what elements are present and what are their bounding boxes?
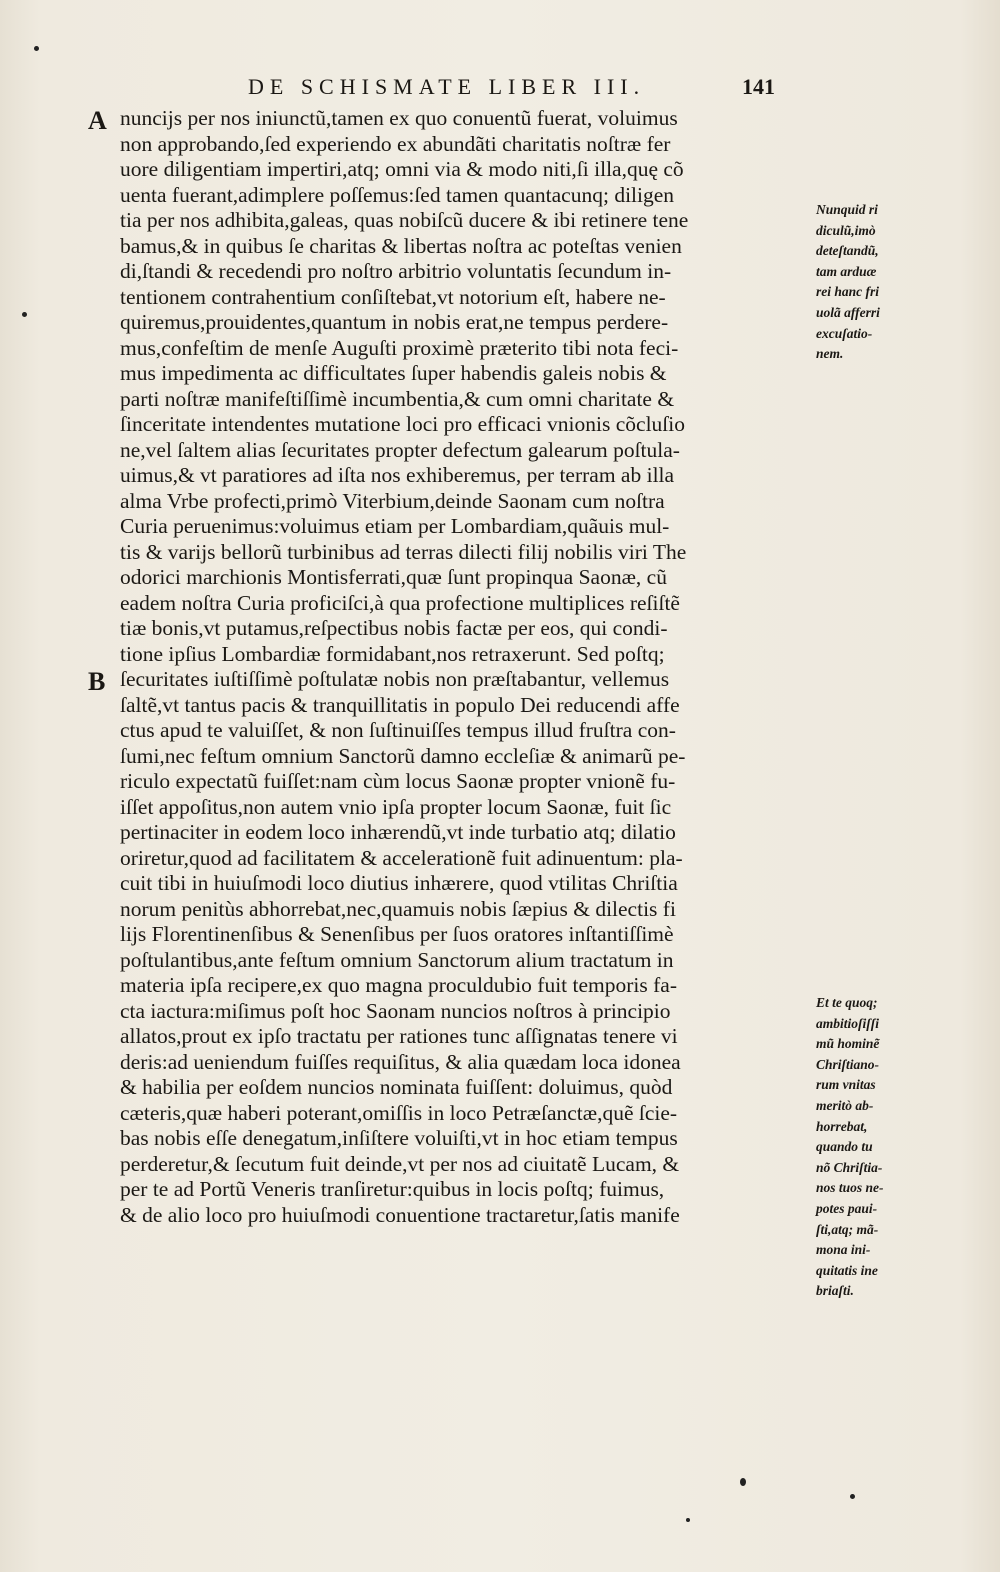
text-line: mus impedimenta ac difficultates ſuper habendis galeis nobis & — [120, 361, 667, 385]
marginal-note-line: Et te quoq; — [816, 995, 878, 1010]
running-title: DE SCHISMATE LIBER III. — [248, 74, 646, 99]
text-line: ſumi,nec feſtum omnium Sanctorũ damno eccleſiæ & animarũ pe- — [120, 743, 686, 768]
marginal-note-line: mona ini- — [816, 1242, 871, 1258]
text-line: ctus apud te valuiſſet, & non ſuſtinuiſſes tempus illud fruſtra con- — [120, 718, 676, 742]
text-line: Curia peruenimus:voluimus etiam per Lombardiam,quãuis mul- — [120, 514, 670, 538]
text-line: allatos,prout ex ipſo tractatu per rationes tunc aſſignatas tenere vi — [120, 1024, 678, 1048]
ink-speck — [740, 1478, 746, 1486]
marginal-note-line: tam arduæ — [816, 263, 877, 279]
text-line: mus,confeſtim de menſe Auguſti proximè præterito tibi nota feci- — [120, 335, 679, 360]
marginal-note-line: nem. — [816, 346, 844, 362]
main-text — [120, 106, 810, 1228]
text-line: eadem noſtra Curia proficiſci,à qua profectione multiplices reſiſtẽ — [120, 590, 680, 615]
section-marker-b: B — [88, 667, 106, 696]
text-line: cuit tibi in huiuſmodi loco diutius inhærere, quod vtilitas Chriſtia — [120, 871, 678, 895]
text-line: ſaltẽ,vt tantus pacis & tranquillitatis in populo Dei reducendi affe — [120, 692, 680, 717]
marginal-note-line: rum vnitas — [816, 1077, 876, 1093]
text-line: oriretur,quod ad facilitatem & accelerationẽ fuit adinuentum: pla- — [120, 845, 683, 870]
text-line: odorici marchionis Montisferrati,quæ ſunt propinqua Saonæ, cũ — [120, 565, 667, 589]
ink-speck — [34, 46, 39, 51]
marginal-note — [816, 200, 936, 365]
text-line: bamus,& in quibus ſe charitas & libertas noſtra ac poteſtas venien — [120, 233, 682, 258]
text-line: materia ipſa recipere,ex quo magna proculdubio fuit temporis fa- — [120, 973, 677, 997]
text-line: non approbando,ſed experiendo ex abundãti charitatis noſtræ fer — [120, 131, 671, 156]
marginal-note-line: excuſatio- — [816, 325, 873, 341]
marginal-note-line: ambitioſiſſi — [816, 1015, 879, 1031]
text-line: tiæ bonis,vt putamus,reſpectibus nobis factæ per eos, qui condi- — [120, 616, 668, 640]
text-line: & habilia per eoſdem nuncios nominata fuiſſent: doluimus, quòd — [120, 1075, 673, 1099]
marginal-note-line: Nunquid ri — [816, 202, 878, 217]
text-line: bas nobis eſſe denegatum,inſiſtere voluiſti,vt in hoc etiam tempus — [120, 1126, 678, 1150]
text-line: ſinceritate intendentes mutatione loci pro efficaci vnionis cõcluſio — [120, 412, 685, 436]
page-number: 141 — [742, 74, 775, 99]
ink-speck — [22, 312, 27, 317]
ink-speck — [686, 1518, 690, 1522]
text-line: cæteris,quæ haberi poterant,omiſſis in loco Petræſanctæ,quẽ ſcie- — [120, 1100, 678, 1125]
text-line: perderetur,& ſecutum fuit deinde,vt per nos ad ciuitatẽ Lucam, & — [120, 1151, 680, 1176]
text-line: & de alio loco pro huiuſmodi conuentione tractaretur,ſatis manife — [120, 1202, 680, 1227]
marginal-note — [816, 993, 936, 1302]
marginal-note-line: briaſti. — [816, 1283, 854, 1299]
text-line: uenta fuerant,adimplere poſſemus:ſed tamen quantacunq; diligen — [120, 182, 675, 207]
text-line: ſecuritates iuſtiſſimè poſtulatæ nobis non præſtabantur, vellemus — [120, 667, 670, 691]
marginal-note-line: quitatis ine — [816, 1262, 878, 1278]
text-line: ne,vel ſaltem alias ſecuritates propter defectum galearum poſtula- — [120, 437, 680, 462]
marginal-note-line: Chriſtiano- — [816, 1056, 880, 1072]
text-line: di,ſtandi & recedendi pro noſtro arbitrio voluntatis ſecundum in- — [120, 259, 672, 283]
marginal-note-line: ſti,atq; mã- — [816, 1221, 879, 1237]
text-line: uore diligentiam impertiri,atq; omni via & modo niti,ſi illa,quę cõ — [120, 157, 684, 181]
marginal-note-line: horrebat, — [816, 1118, 868, 1134]
marginal-note-line: deteſtandũ, — [816, 243, 879, 259]
text-line: alma Vrbe profecti,primò Viterbium,deinde Saonam cum noſtra — [120, 488, 665, 513]
marginal-note-line: quando tu — [816, 1139, 873, 1155]
text-line: pertinaciter in eodem loco inhærendũ,vt inde turbatio atq; dilatio — [120, 820, 676, 844]
marginal-note-line: nõ Chriſtia- — [816, 1159, 883, 1175]
text-line: lijs Florentinenſibus & Senenſibus per ſuos oratores inſtantiſſimè — [120, 922, 674, 946]
text-line: norum penitùs abhorrebat,nec,quamuis nobis ſæpius & dilectis fi — [120, 896, 676, 921]
ink-speck — [850, 1494, 855, 1499]
text-line: nuncijs per nos iniunctũ,tamen ex quo conuentũ fuerat, voluimus — [120, 106, 678, 130]
text-line: parti noſtræ manifeſtiſſimè incumbentia,& cum omni charitate & — [120, 386, 675, 411]
marginal-note-line: rei hanc fri — [816, 284, 880, 300]
text-line: cta iactura:miſimus poſt hoc Saonam nuncios noſtros à principio — [120, 998, 671, 1023]
text-line: quiremus,prouidentes,quantum in nobis erat,ne tempus perdere- — [120, 310, 669, 334]
text-line: riculo expectatũ fuiſſet:nam cùm locus Saonæ propter vnionẽ fu- — [120, 769, 676, 793]
marginal-note-line: meritò ab- — [816, 1097, 874, 1113]
text-line: tentionem contrahentium conſiſtebat,vt notorium eſt, habere ne- — [120, 284, 666, 309]
text-line: tis & varijs bellorũ turbinibus ad terras dilecti filij nobilis viri The — [120, 539, 687, 564]
text-line: deris:ad ueniendum fuiſſes requiſitus, & alia quædam loca idonea — [120, 1049, 681, 1074]
text-line: tia per nos adhibita,galeas, quas nobiſcũ ducere & ibi retinere tene — [120, 208, 689, 232]
text-line: tione ipſius Lombardiæ formidabant,nos retraxerunt. Sed poſtq; — [120, 641, 665, 666]
section-marker-a: A — [88, 106, 107, 135]
text-line: iſſet appoſitus,non autem vnio ipſa propter locum Saonæ, fuit ſic — [120, 794, 672, 819]
marginal-note-line: diculũ,imò — [816, 222, 876, 238]
marginal-note-line: potes paui- — [816, 1200, 878, 1216]
marginal-note-line: mũ hominẽ — [816, 1036, 880, 1052]
text-line: per te ad Portũ Veneris tranſiretur:quibus in locis poſtq; fuimus, — [120, 1177, 665, 1201]
marginal-note-line: nos tuos ne- — [816, 1180, 884, 1196]
text-line: poſtulantibus,ante feſtum omnium Sanctorum alium tractatum in — [120, 947, 674, 972]
text-line: uimus,& vt paratiores ad iſta nos exhiberemus, per terram ab illa — [120, 463, 675, 487]
marginal-note-line: uolã afferri — [816, 304, 880, 320]
